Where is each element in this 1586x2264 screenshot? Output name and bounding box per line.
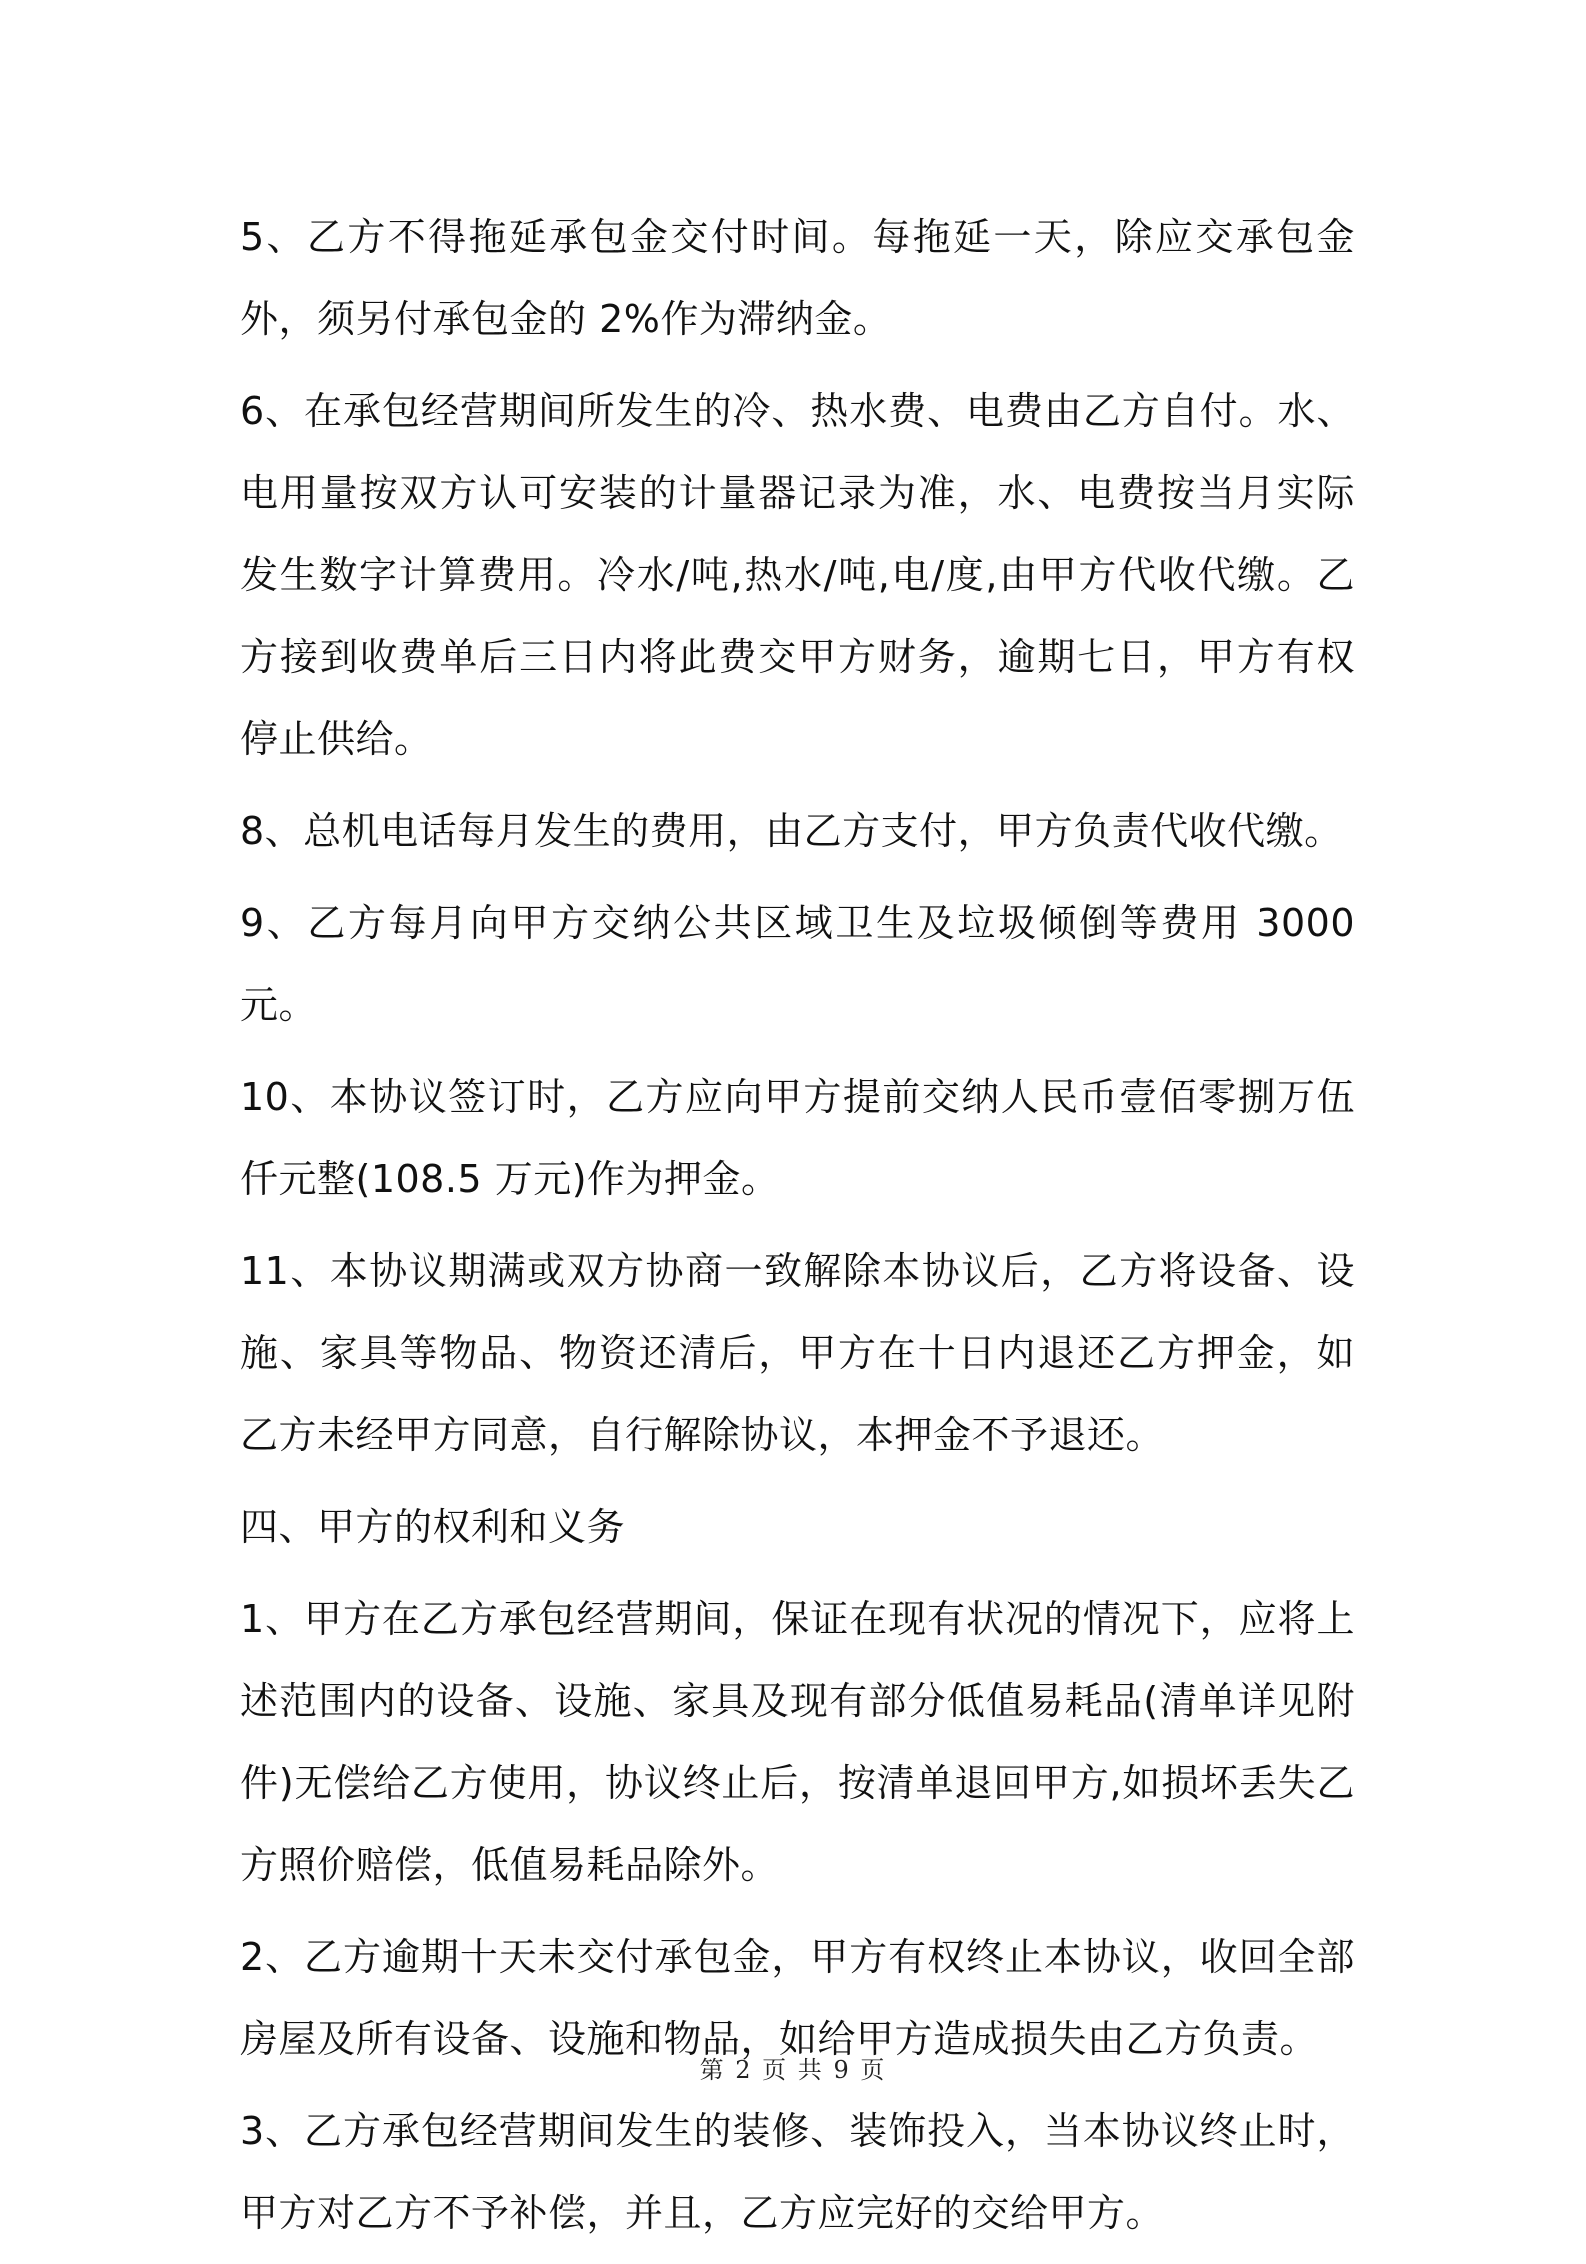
clause-8: 8、总机电话每月发生的费用，由乙方支付，甲方负责代收代缴。	[240, 809, 1343, 853]
section-clause-3: 3、乙方承包经营期间发生的装修、装饰投入，当本协议终止时，甲方对乙方不予补偿，并且，乙方应完好的交给甲方。	[240, 2109, 1355, 2235]
document-body	[240, 196, 1355, 2264]
page-number-footer: 第 2 页 共 9 页	[699, 2056, 887, 2084]
clause-5: 5、乙方不得拖延承包金交付时间。每拖延一天，除应交承包金外，须另付承包金的 2%作为滞纳金。	[240, 215, 1355, 341]
clause-10: 10、本协议签订时，乙方应向甲方提前交纳人民币壹佰零捌万伍仟元整(108.5 万元)作为押金。	[240, 1075, 1355, 1201]
clause-9: 9、乙方每月向甲方交纳公共区域卫生及垃圾倾倒等费用 3000 元。	[240, 901, 1355, 1027]
section-clause-1: 1、甲方在乙方承包经营期间，保证在现有状况的情况下，应将上述范围内的设备、设施、家具及现有部分低值易耗品(清单详见附件)无偿给乙方使用，协议终止后，按清单退回甲方,如损坏丢失乙方照价赔偿，低值易耗品除外。	[240, 1597, 1355, 1887]
clause-6: 6、在承包经营期间所发生的冷、热水费、电费由乙方自付。水、电用量按双方认可安装的计量器记录为准，水、电费按当月实际发生数字计算费用。冷水/吨,热水/吨,电/度,由甲方代收代缴。乙方接到收费单后三日内将此费交甲方财务，逾期七日，甲方有权停止供给。	[240, 389, 1355, 761]
section-heading: 四、甲方的权利和义务	[240, 1505, 626, 1549]
clause-11: 11、本协议期满或双方协商一致解除本协议后，乙方将设备、设施、家具等物品、物资还清后，甲方在十日内退还乙方押金，如乙方未经甲方同意，自行解除协议，本押金不予退还。	[240, 1249, 1355, 1457]
section-clause-2: 2、乙方逾期十天未交付承包金，甲方有权终止本协议，收回全部房屋及所有设备、设施和物品，如给甲方造成损失由乙方负责。	[240, 1935, 1355, 2061]
